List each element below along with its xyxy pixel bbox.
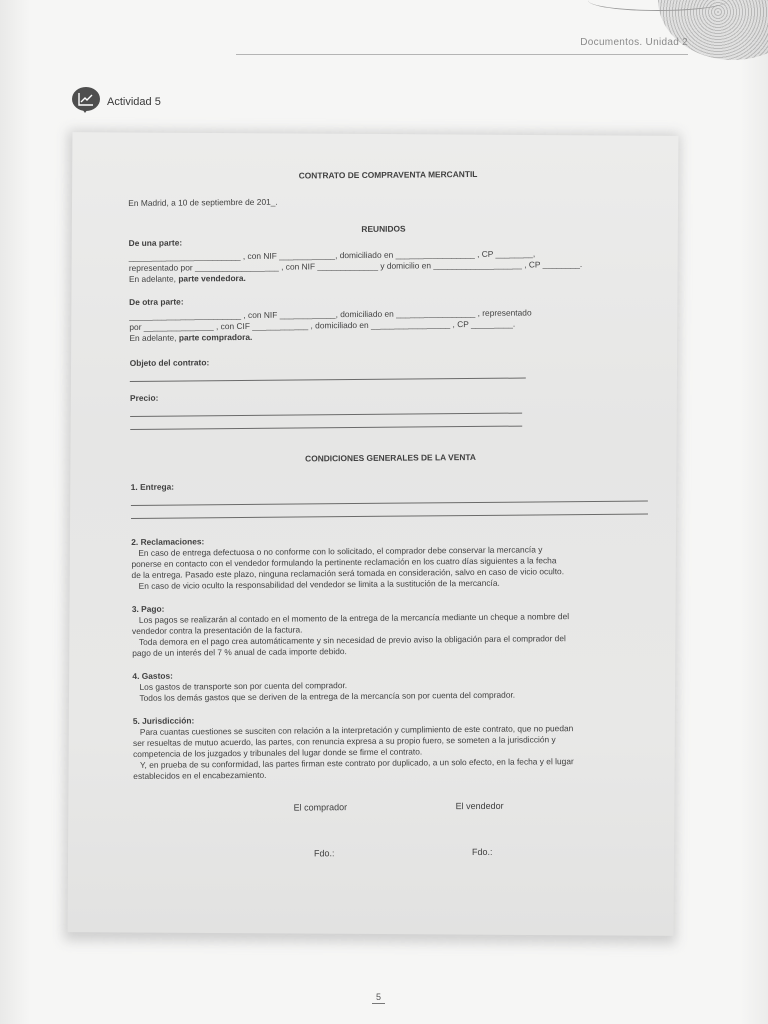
buyer-heading: De otra parte: xyxy=(129,296,184,307)
header-title: Documentos. Unidad 2 xyxy=(580,37,688,48)
seller-line-2: representado por __________________ , con NIF _____________ y domicilio en ___________________ , CP ________. xyxy=(128,259,583,273)
clause-reclamaciones-line: En caso de vicio oculto la responsabilidad del vendedor se limita a la sustitución de la mercancía. xyxy=(131,577,500,591)
clause-jurisdiccion-line: Y, en prueba de su conformidad, las partes firman este contrato por duplicado, a un solo efecto, en la fecha y el lugar xyxy=(133,756,574,770)
seller-line-3-prefix: En adelante, xyxy=(128,273,179,284)
seller-signature-field: Fdo.: xyxy=(471,846,493,858)
header-divider xyxy=(236,54,688,55)
place-date: En Madrid, a 10 de septiembre de 201_. xyxy=(128,196,278,208)
clause-gastos-line: Todos los demás gastos que se deriven de la entrega de la mercancía son por cuenta del comprador. xyxy=(132,689,516,703)
activity-icon-tail xyxy=(80,106,90,113)
price-fill-line-2 xyxy=(130,414,522,430)
seller-heading: De una parte: xyxy=(128,237,183,248)
buyer-line-1: ________________________ , con NIF ____________, domiciliado en _________________ , representado xyxy=(129,307,532,321)
clause-pago-line: Los pagos se realizarán al contado en el momento de la entrega de la mercancía mediante un cheque a nombre del xyxy=(131,611,570,625)
page-number: 5 xyxy=(372,992,385,1004)
buyer-signature-label: El comprador xyxy=(293,802,348,813)
activity-label: Actividad 5 xyxy=(107,96,161,108)
clause-reclamaciones-line: de la entrega. Pasado este plazo, ninguna reclamación será tomada en consideración, salvo en caso de vicio oculto. xyxy=(131,566,565,580)
clause-pago-line: vendedor contra la presentación de la factura. xyxy=(131,624,303,636)
clause-jurisdiccion-line: establecidos en el encabezamiento. xyxy=(133,769,267,781)
clause-reclamaciones-heading: 2. Reclamaciones: xyxy=(131,536,205,547)
clause-jurisdiccion-line: competencia de los juzgados y tribunales del lugar donde se firme el contrato. xyxy=(133,746,423,759)
seller-party-label: parte vendedora. xyxy=(178,272,246,284)
buyer-line-3-prefix: En adelante, xyxy=(129,332,179,343)
contract-title: CONTRATO DE COMPRAVENTA MERCANTIL xyxy=(298,168,478,181)
price-heading: Precio: xyxy=(129,392,159,403)
conditions-title: CONDICIONES GENERALES DE LA VENTA xyxy=(305,451,476,464)
buyer-signature-field: Fdo.: xyxy=(313,848,335,859)
seller-line-1: ________________________ , con NIF ____________, domiciliado en _________________ , CP ________, xyxy=(128,248,536,262)
clause-pago-heading: 3. Pago: xyxy=(131,603,165,614)
clause-reclamaciones-line: En caso de entrega defectuosa o no conforme con lo solicitado, el comprador debe conservar la mercancía y xyxy=(131,544,543,558)
object-heading: Objeto del contrato: xyxy=(129,357,210,368)
seller-signature-label: El vendedor xyxy=(455,800,504,812)
clause-entrega-heading: 1. Entrega: xyxy=(130,481,175,492)
signature-block xyxy=(133,793,659,888)
clause-pago-line: Toda demora en el pago crea automáticamente y sin necesidad de previo aviso la obligación para el comprador del xyxy=(132,633,566,647)
clause-reclamaciones-line: ponerse en contacto con el vendedor formulando la pertinente reclamación en los cuatro días siguientes a la fecha xyxy=(131,555,557,569)
clause-jurisdiccion-line: ser resueltas de mutuo acuerdo, las partes, con renuncia expresa a su propio fuero, se someten a la jurisdicción y xyxy=(132,734,556,748)
reunidos-heading: REUNIDOS xyxy=(361,223,406,234)
buyer-line-2: por _______________ , con CIF ____________ , domiciliado en _________________ , CP _________. xyxy=(129,318,516,332)
clause-jurisdiccion-line: Para cuantas cuestiones se susciten con relación a la interpretación y cumplimiento de este contrato, que no puedan xyxy=(132,723,574,737)
clause-pago-line: pago de un interés del 7 % anual de cada importe debido. xyxy=(132,646,347,658)
clause-gastos-heading: 4. Gastos: xyxy=(132,670,173,681)
clause-gastos-line: Los gastos de transporte son por cuenta del comprador. xyxy=(132,680,348,692)
buyer-party-label: parte compradora. xyxy=(178,331,253,343)
clause-jurisdiccion-heading: 5. Jurisdicción: xyxy=(132,715,195,726)
contract-document xyxy=(128,167,659,888)
